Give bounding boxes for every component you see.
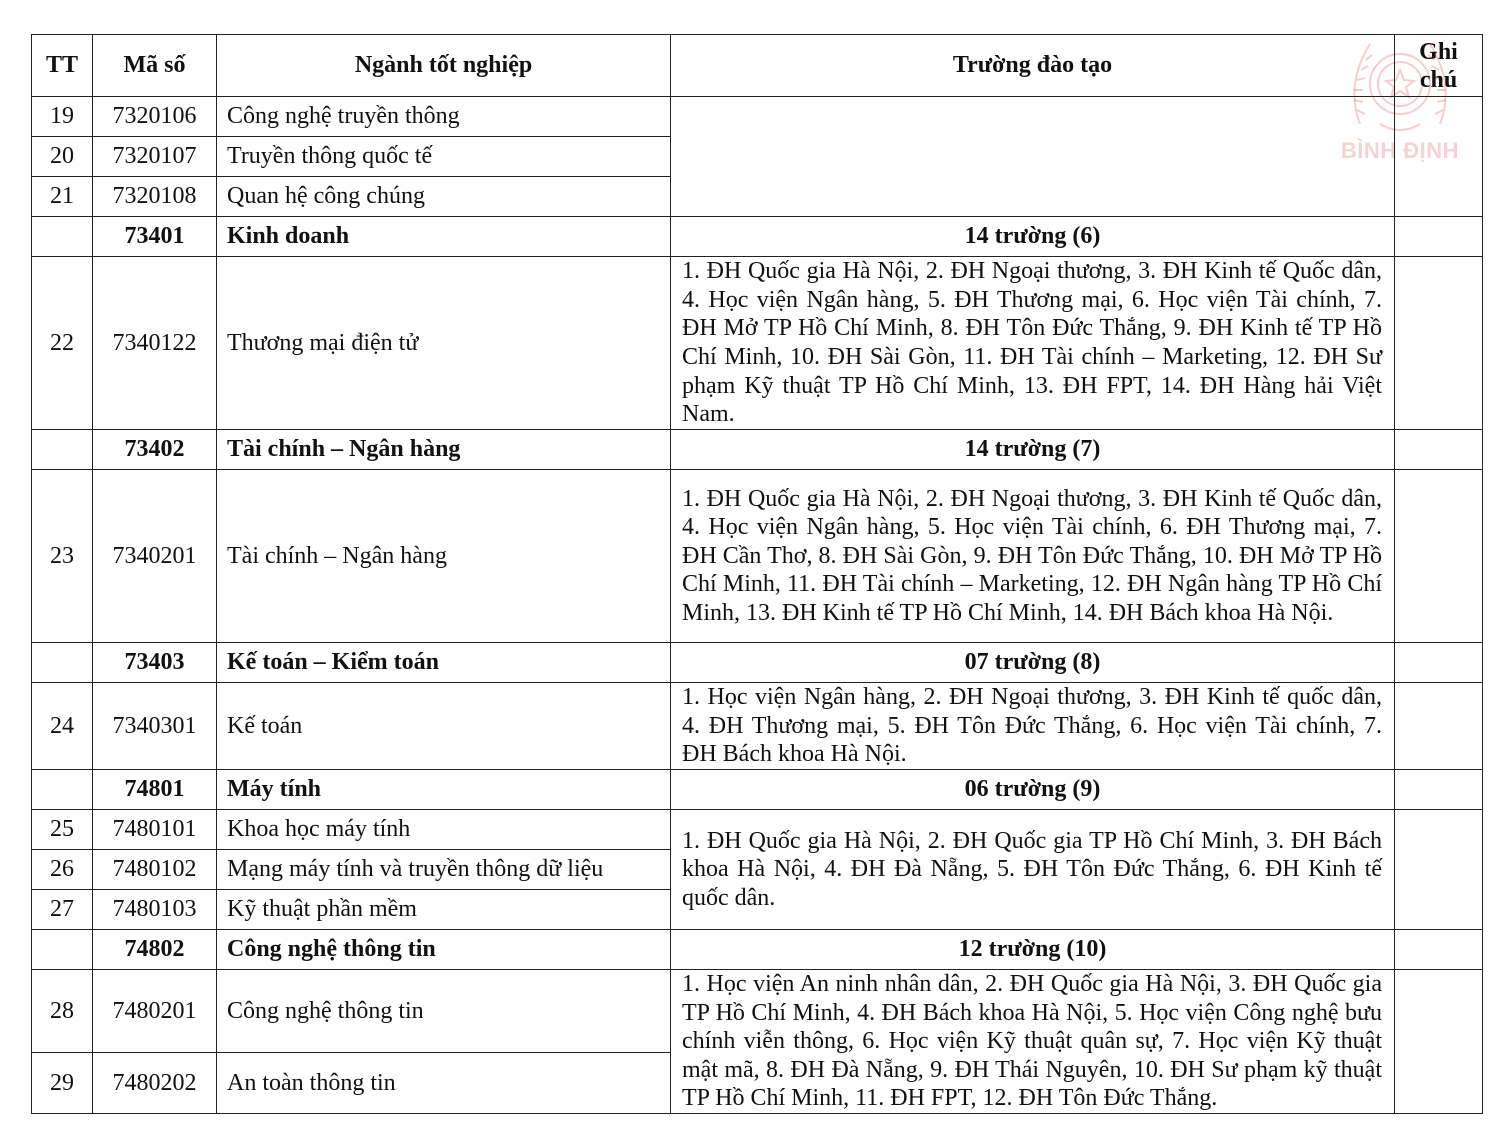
group-school-count: 14 trường (6)	[671, 217, 1395, 257]
row-schools: 1. Học viện Ngân hàng, 2. ĐH Ngoại thương, 3. ĐH Kinh tế quốc dân, 4. ĐH Thương mại, 5. ĐH Tôn Đức Thắng, 6. Học viện Tài chính, 7. ĐH Bách khoa Hà Nội.	[671, 683, 1395, 770]
group-row	[32, 930, 1483, 970]
row-major: Mạng máy tính và truyền thông dữ liệu	[217, 850, 671, 890]
row-schools-empty	[671, 97, 1395, 217]
table-row	[32, 683, 1483, 770]
row-tt: 29	[32, 1053, 93, 1114]
row-major: Thương mại điện tử	[217, 257, 671, 430]
row-code: 7480201	[93, 970, 217, 1053]
row-code: 7340122	[93, 257, 217, 430]
group-row	[32, 430, 1483, 470]
table-row	[32, 470, 1483, 643]
row-tt: 22	[32, 257, 93, 430]
row-schools: 1. ĐH Quốc gia Hà Nội, 2. ĐH Quốc gia TP Hồ Chí Minh, 3. ĐH Bách khoa Hà Nội, 4. ĐH Đà Nẵng, 5. ĐH Tôn Đức Thắng, 6. ĐH Kinh tế quốc dân.	[671, 810, 1395, 930]
watermark-text: BÌNH ĐỊNH	[1340, 138, 1460, 163]
group-school-count: 14 trường (7)	[671, 430, 1395, 470]
group-note	[1395, 770, 1483, 810]
row-code: 7340201	[93, 470, 217, 643]
group-school-count: 06 trường (9)	[671, 770, 1395, 810]
group-code: 73403	[93, 643, 217, 683]
header-major: Ngành tốt nghiệp	[217, 35, 671, 97]
group-school-count: 07 trường (8)	[671, 643, 1395, 683]
group-major: Máy tính	[217, 770, 671, 810]
table-row	[32, 97, 1483, 137]
row-code: 7320106	[93, 97, 217, 137]
row-schools: 1. Học viện An ninh nhân dân, 2. ĐH Quốc gia Hà Nội, 3. ĐH Quốc gia TP Hồ Chí Minh, 4. ĐH Bách khoa Hà Nội, 5. Học viện Công nghệ bưu chính viễn thông, 6. Học viện Kỹ thuật quân sự, 7. Học viện Kỹ thuật mật mã, 8. ĐH Đà Nẵng, 9. ĐH Thái Nguyên, 10. ĐH Sư phạm kỹ thuật TP Hồ Chí Minh, 11. ĐH FPT, 12. ĐH Tôn Đức Thắng.	[671, 970, 1395, 1114]
group-row	[32, 770, 1483, 810]
group-row	[32, 217, 1483, 257]
group-code: 73401	[93, 217, 217, 257]
row-major: Khoa học máy tính	[217, 810, 671, 850]
group-major: Tài chính – Ngân hàng	[217, 430, 671, 470]
row-tt: 24	[32, 683, 93, 770]
group-tt	[32, 217, 93, 257]
row-code: 7480103	[93, 890, 217, 930]
row-code: 7480202	[93, 1053, 217, 1114]
row-major: Truyền thông quốc tế	[217, 137, 671, 177]
row-code: 7480102	[93, 850, 217, 890]
row-major: Kỹ thuật phần mềm	[217, 890, 671, 930]
row-note	[1395, 970, 1483, 1114]
group-note	[1395, 217, 1483, 257]
row-major: An toàn thông tin	[217, 1053, 671, 1114]
row-major: Công nghệ thông tin	[217, 970, 671, 1053]
row-tt: 23	[32, 470, 93, 643]
row-tt: 25	[32, 810, 93, 850]
group-tt	[32, 430, 93, 470]
row-schools: 1. ĐH Quốc gia Hà Nội, 2. ĐH Ngoại thương, 3. ĐH Kinh tế Quốc dân, 4. Học viện Ngân hàng, 5. ĐH Thương mại, 6. Học viện Tài chính, 7. ĐH Mở TP Hồ Chí Minh, 8. ĐH Tôn Đức Thắng, 9. ĐH Kinh tế TP Hồ Chí Minh, 10. ĐH Sài Gòn, 11. ĐH Tài chính – Marketing, 12. ĐH Sư phạm Kỹ thuật TP Hồ Chí Minh, 13. ĐH FPT, 14. ĐH Hàng hải Việt Nam.	[671, 257, 1395, 430]
group-code: 73402	[93, 430, 217, 470]
group-tt	[32, 930, 93, 970]
row-code: 7320108	[93, 177, 217, 217]
row-major: Tài chính – Ngân hàng	[217, 470, 671, 643]
row-tt: 26	[32, 850, 93, 890]
row-code: 7480101	[93, 810, 217, 850]
table-row	[32, 257, 1483, 430]
group-code: 74801	[93, 770, 217, 810]
row-tt: 28	[32, 970, 93, 1053]
row-note	[1395, 470, 1483, 643]
row-major: Quan hệ công chúng	[217, 177, 671, 217]
table-row	[32, 970, 1483, 1053]
table-header-row	[32, 35, 1483, 97]
majors-table	[31, 34, 1483, 1114]
row-code: 7340301	[93, 683, 217, 770]
row-note	[1395, 257, 1483, 430]
row-note	[1395, 810, 1483, 930]
group-note	[1395, 430, 1483, 470]
row-tt: 27	[32, 890, 93, 930]
group-major: Công nghệ thông tin	[217, 930, 671, 970]
group-major: Kinh doanh	[217, 217, 671, 257]
header-tt: TT	[32, 35, 93, 97]
header-schools: Trường đào tạo	[671, 35, 1395, 97]
row-tt: 20	[32, 137, 93, 177]
row-code: 7320107	[93, 137, 217, 177]
group-code: 74802	[93, 930, 217, 970]
row-tt: 21	[32, 177, 93, 217]
header-code: Mã số	[93, 35, 217, 97]
group-row	[32, 643, 1483, 683]
row-schools: 1. ĐH Quốc gia Hà Nội, 2. ĐH Ngoại thương, 3. ĐH Kinh tế Quốc dân, 4. Học viện Ngân hàng, 5. Học viện Tài chính, 6. ĐH Thương mại, 7. ĐH Cần Thơ, 8. ĐH Sài Gòn, 9. ĐH Tôn Đức Thắng, 10. ĐH Mở TP Hồ Chí Minh, 11. ĐH Tài chính – Marketing, 12. ĐH Ngân hàng TP Hồ Chí Minh, 13. ĐH Kinh tế TP Hồ Chí Minh, 14. ĐH Bách khoa Hà Nội.	[671, 470, 1395, 643]
header-note: Ghi chú	[1395, 35, 1483, 97]
group-tt	[32, 643, 93, 683]
table-row	[32, 810, 1483, 850]
group-tt	[32, 770, 93, 810]
row-major: Kế toán	[217, 683, 671, 770]
row-major: Công nghệ truyền thông	[217, 97, 671, 137]
group-note	[1395, 643, 1483, 683]
row-note	[1395, 97, 1483, 217]
group-major: Kế toán – Kiểm toán	[217, 643, 671, 683]
group-note	[1395, 930, 1483, 970]
row-tt: 19	[32, 97, 93, 137]
group-school-count: 12 trường (10)	[671, 930, 1395, 970]
row-note	[1395, 683, 1483, 770]
